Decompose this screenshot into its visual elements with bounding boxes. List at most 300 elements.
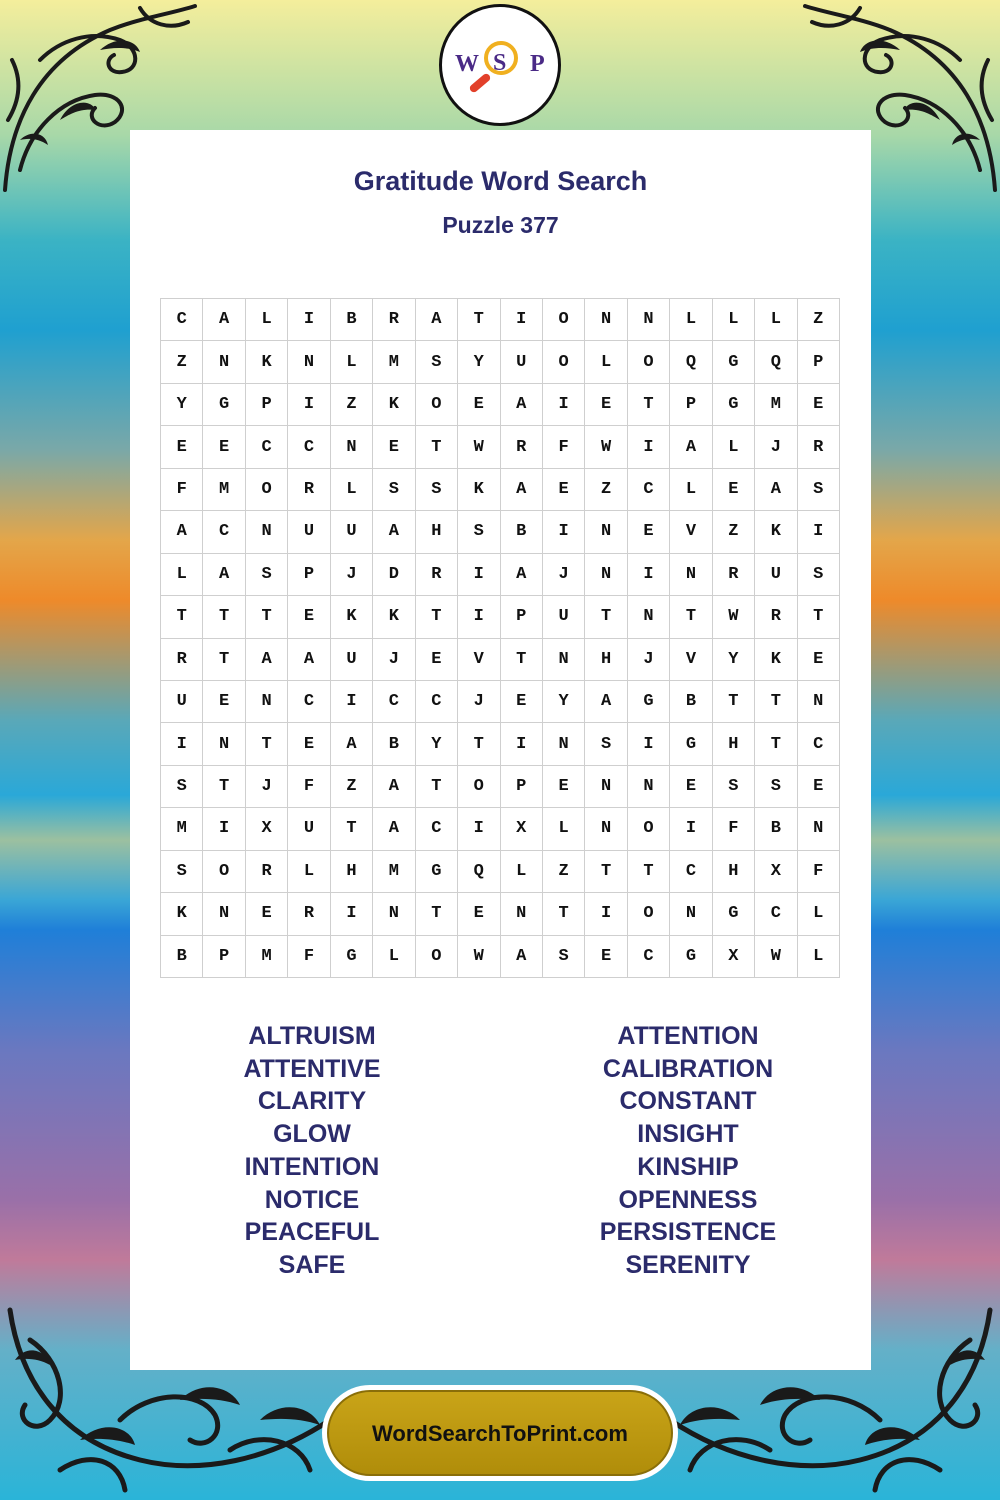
- word-list-right: [538, 1020, 838, 1282]
- grid-cell[interactable]: Z: [330, 383, 372, 425]
- grid-cell[interactable]: N: [203, 723, 245, 765]
- grid-cell[interactable]: S: [415, 468, 457, 510]
- grid-cell[interactable]: N: [500, 893, 542, 935]
- grid-cell[interactable]: V: [458, 638, 500, 680]
- grid-cell[interactable]: T: [585, 596, 627, 638]
- grid-cell[interactable]: F: [288, 935, 330, 977]
- grid-cell[interactable]: R: [245, 850, 287, 892]
- grid-cell[interactable]: C: [797, 723, 839, 765]
- grid-cell[interactable]: F: [161, 468, 203, 510]
- grid-cell[interactable]: N: [585, 511, 627, 553]
- grid-cell[interactable]: T: [627, 850, 669, 892]
- grid-cell[interactable]: C: [203, 511, 245, 553]
- grid-cell[interactable]: S: [585, 723, 627, 765]
- grid-cell[interactable]: E: [458, 893, 500, 935]
- grid-cell[interactable]: T: [585, 850, 627, 892]
- grid-cell[interactable]: W: [712, 596, 754, 638]
- grid-row: [161, 638, 840, 680]
- grid-cell[interactable]: J: [330, 553, 372, 595]
- grid-cell[interactable]: C: [627, 935, 669, 977]
- grid-cell[interactable]: N: [288, 341, 330, 383]
- grid-cell[interactable]: Z: [330, 765, 372, 807]
- grid-row: [161, 341, 840, 383]
- grid-cell[interactable]: L: [797, 893, 839, 935]
- grid-cell[interactable]: G: [712, 341, 754, 383]
- grid-cell[interactable]: L: [373, 935, 415, 977]
- grid-cell[interactable]: T: [458, 723, 500, 765]
- grid-cell[interactable]: H: [585, 638, 627, 680]
- grid-cell[interactable]: L: [330, 468, 372, 510]
- grid-cell[interactable]: I: [330, 893, 372, 935]
- grid-cell[interactable]: O: [458, 765, 500, 807]
- grid-cell[interactable]: T: [161, 596, 203, 638]
- grid-cell[interactable]: U: [542, 596, 584, 638]
- grid-cell[interactable]: B: [670, 680, 712, 722]
- grid-cell[interactable]: T: [755, 723, 797, 765]
- grid-cell[interactable]: O: [542, 299, 584, 341]
- grid-cell[interactable]: B: [373, 723, 415, 765]
- grid-cell[interactable]: E: [585, 935, 627, 977]
- footer-badge: [322, 1385, 678, 1481]
- grid-cell[interactable]: T: [797, 596, 839, 638]
- grid-cell[interactable]: K: [161, 893, 203, 935]
- grid-cell[interactable]: J: [458, 680, 500, 722]
- grid-cell[interactable]: N: [627, 299, 669, 341]
- grid-cell[interactable]: S: [542, 935, 584, 977]
- grid-cell[interactable]: S: [755, 765, 797, 807]
- grid-cell[interactable]: O: [415, 935, 457, 977]
- grid-cell[interactable]: I: [161, 723, 203, 765]
- grid-cell[interactable]: N: [585, 765, 627, 807]
- grid-cell[interactable]: T: [415, 426, 457, 468]
- grid-cell[interactable]: H: [415, 511, 457, 553]
- grid-cell[interactable]: Z: [712, 511, 754, 553]
- grid-cell[interactable]: J: [542, 553, 584, 595]
- grid-cell[interactable]: L: [330, 341, 372, 383]
- word-list-item: KINSHIP: [637, 1152, 739, 1181]
- grid-cell[interactable]: P: [288, 553, 330, 595]
- grid-cell[interactable]: P: [203, 935, 245, 977]
- grid-cell[interactable]: A: [500, 553, 542, 595]
- grid-cell[interactable]: R: [415, 553, 457, 595]
- grid-cell[interactable]: G: [712, 383, 754, 425]
- grid-cell[interactable]: S: [161, 765, 203, 807]
- grid-cell[interactable]: L: [797, 935, 839, 977]
- grid-cell[interactable]: E: [797, 765, 839, 807]
- grid-cell[interactable]: N: [203, 893, 245, 935]
- grid-cell[interactable]: S: [712, 765, 754, 807]
- grid-cell[interactable]: L: [161, 553, 203, 595]
- grid-cell[interactable]: N: [797, 808, 839, 850]
- grid-cell[interactable]: A: [415, 299, 457, 341]
- grid-cell[interactable]: N: [585, 808, 627, 850]
- logo-letter-s: S: [493, 50, 507, 76]
- grid-cell[interactable]: V: [670, 638, 712, 680]
- grid-cell[interactable]: V: [670, 511, 712, 553]
- grid-cell[interactable]: G: [203, 383, 245, 425]
- grid-cell[interactable]: P: [797, 341, 839, 383]
- grid-cell[interactable]: Q: [670, 341, 712, 383]
- grid-row: [161, 299, 840, 341]
- grid-cell[interactable]: A: [373, 765, 415, 807]
- grid-cell[interactable]: I: [500, 299, 542, 341]
- word-list-item: PEACEFUL: [244, 1218, 380, 1247]
- grid-cell[interactable]: L: [670, 468, 712, 510]
- grid-cell[interactable]: E: [161, 426, 203, 468]
- grid-cell[interactable]: N: [627, 596, 669, 638]
- grid-cell[interactable]: F: [288, 765, 330, 807]
- grid-cell[interactable]: M: [245, 935, 287, 977]
- grid-cell[interactable]: Y: [542, 680, 584, 722]
- grid-cell[interactable]: N: [203, 341, 245, 383]
- grid-cell[interactable]: I: [330, 680, 372, 722]
- grid-cell[interactable]: U: [755, 553, 797, 595]
- grid-row: [161, 935, 840, 977]
- grid-cell[interactable]: E: [712, 468, 754, 510]
- grid-cell[interactable]: A: [373, 511, 415, 553]
- grid-cell[interactable]: S: [415, 341, 457, 383]
- grid-cell[interactable]: G: [627, 680, 669, 722]
- grid-cell[interactable]: I: [203, 808, 245, 850]
- grid-cell[interactable]: R: [755, 596, 797, 638]
- grid-cell[interactable]: U: [330, 638, 372, 680]
- grid-cell[interactable]: S: [245, 553, 287, 595]
- grid-cell[interactable]: T: [712, 680, 754, 722]
- grid-cell[interactable]: L: [670, 299, 712, 341]
- grid-cell[interactable]: A: [203, 299, 245, 341]
- grid-cell[interactable]: X: [245, 808, 287, 850]
- grid-cell[interactable]: W: [458, 935, 500, 977]
- grid-cell[interactable]: B: [500, 511, 542, 553]
- word-list-item: OPENNESS: [618, 1185, 758, 1214]
- logo-letter-p: P: [530, 51, 545, 77]
- grid-cell[interactable]: W: [585, 426, 627, 468]
- grid-cell[interactable]: K: [245, 341, 287, 383]
- grid-cell[interactable]: A: [500, 468, 542, 510]
- grid-cell[interactable]: P: [500, 765, 542, 807]
- grid-cell[interactable]: I: [627, 426, 669, 468]
- grid-cell[interactable]: R: [288, 893, 330, 935]
- grid-cell[interactable]: C: [670, 850, 712, 892]
- grid-cell[interactable]: E: [627, 511, 669, 553]
- grid-cell[interactable]: T: [203, 765, 245, 807]
- grid-cell[interactable]: T: [330, 808, 372, 850]
- grid-row: [161, 723, 840, 765]
- grid-cell[interactable]: D: [373, 553, 415, 595]
- grid-cell[interactable]: S: [161, 850, 203, 892]
- grid-cell[interactable]: T: [203, 596, 245, 638]
- grid-cell[interactable]: E: [245, 893, 287, 935]
- grid-cell[interactable]: M: [755, 383, 797, 425]
- grid-cell[interactable]: M: [161, 808, 203, 850]
- grid-cell[interactable]: X: [712, 935, 754, 977]
- grid-cell[interactable]: Z: [797, 299, 839, 341]
- grid-cell[interactable]: I: [458, 553, 500, 595]
- grid-cell[interactable]: L: [288, 850, 330, 892]
- grid-cell[interactable]: J: [755, 426, 797, 468]
- grid-cell[interactable]: X: [500, 808, 542, 850]
- grid-cell[interactable]: A: [203, 553, 245, 595]
- grid-cell[interactable]: O: [203, 850, 245, 892]
- grid-cell[interactable]: N: [670, 893, 712, 935]
- grid-cell[interactable]: Z: [161, 341, 203, 383]
- word-list-item: ATTENTION: [617, 1022, 759, 1050]
- grid-cell[interactable]: R: [373, 299, 415, 341]
- grid-cell[interactable]: T: [755, 680, 797, 722]
- grid-cell[interactable]: I: [670, 808, 712, 850]
- grid-row: [161, 426, 840, 468]
- grid-cell[interactable]: L: [585, 341, 627, 383]
- grid-cell[interactable]: E: [415, 638, 457, 680]
- grid-cell[interactable]: E: [373, 426, 415, 468]
- grid-cell[interactable]: E: [500, 680, 542, 722]
- grid-cell[interactable]: R: [161, 638, 203, 680]
- grid-cell[interactable]: E: [288, 596, 330, 638]
- grid-cell[interactable]: T: [627, 383, 669, 425]
- grid-cell[interactable]: E: [585, 383, 627, 425]
- grid-cell[interactable]: U: [330, 511, 372, 553]
- grid-cell[interactable]: R: [712, 553, 754, 595]
- grid-cell[interactable]: K: [755, 511, 797, 553]
- grid-cell[interactable]: A: [500, 383, 542, 425]
- grid-cell[interactable]: A: [161, 511, 203, 553]
- grid-cell[interactable]: N: [245, 680, 287, 722]
- grid-cell[interactable]: I: [288, 299, 330, 341]
- grid-cell[interactable]: L: [500, 850, 542, 892]
- word-list-item: ATTENTIVE: [243, 1054, 381, 1083]
- grid-cell[interactable]: A: [500, 935, 542, 977]
- grid-cell[interactable]: O: [245, 468, 287, 510]
- grid-cell[interactable]: T: [415, 596, 457, 638]
- grid-cell[interactable]: E: [288, 723, 330, 765]
- grid-row: [161, 383, 840, 425]
- grid-cell[interactable]: U: [500, 341, 542, 383]
- grid-cell[interactable]: I: [542, 511, 584, 553]
- grid-cell[interactable]: E: [797, 383, 839, 425]
- grid-cell[interactable]: C: [373, 680, 415, 722]
- grid-cell[interactable]: M: [373, 850, 415, 892]
- grid-row: [161, 850, 840, 892]
- letter-grid: [160, 298, 840, 978]
- grid-cell[interactable]: N: [245, 511, 287, 553]
- grid-cell[interactable]: I: [288, 383, 330, 425]
- grid-cell[interactable]: I: [585, 893, 627, 935]
- grid-cell[interactable]: I: [500, 723, 542, 765]
- grid-cell[interactable]: O: [627, 893, 669, 935]
- website-link[interactable]: WordSearchToPrint.com: [372, 1421, 628, 1446]
- grid-cell[interactable]: Y: [161, 383, 203, 425]
- grid-cell[interactable]: R: [288, 468, 330, 510]
- grid-cell[interactable]: K: [373, 596, 415, 638]
- grid-cell[interactable]: E: [203, 680, 245, 722]
- grid-cell[interactable]: J: [245, 765, 287, 807]
- grid-cell[interactable]: S: [797, 553, 839, 595]
- puzzle-number: Puzzle 377: [442, 212, 559, 238]
- grid-cell[interactable]: E: [458, 383, 500, 425]
- grid-cell[interactable]: I: [458, 596, 500, 638]
- grid-cell[interactable]: E: [670, 765, 712, 807]
- footer-pill[interactable]: [327, 1390, 673, 1476]
- grid-cell[interactable]: Y: [712, 638, 754, 680]
- grid-cell[interactable]: T: [203, 638, 245, 680]
- grid-cell[interactable]: N: [585, 299, 627, 341]
- grid-cell[interactable]: F: [542, 426, 584, 468]
- grid-cell[interactable]: Z: [585, 468, 627, 510]
- grid-cell[interactable]: B: [755, 808, 797, 850]
- grid-cell[interactable]: E: [203, 426, 245, 468]
- grid-cell[interactable]: L: [755, 299, 797, 341]
- grid-cell[interactable]: Q: [755, 341, 797, 383]
- word-list-item: INTENTION: [244, 1152, 380, 1181]
- grid-cell[interactable]: U: [161, 680, 203, 722]
- grid-cell[interactable]: C: [627, 468, 669, 510]
- grid-cell[interactable]: C: [415, 808, 457, 850]
- grid-cell[interactable]: Y: [458, 341, 500, 383]
- grid-cell[interactable]: R: [797, 426, 839, 468]
- grid-cell[interactable]: B: [161, 935, 203, 977]
- grid-cell[interactable]: J: [627, 638, 669, 680]
- grid-cell[interactable]: R: [500, 426, 542, 468]
- grid-row: [161, 596, 840, 638]
- grid-cell[interactable]: N: [330, 426, 372, 468]
- word-list-item: SAFE: [278, 1250, 346, 1279]
- grid-cell[interactable]: A: [245, 638, 287, 680]
- grid-row: [161, 893, 840, 935]
- page-title: Gratitude Word Search: [353, 166, 648, 196]
- word-list-item: SERENITY: [625, 1250, 751, 1279]
- grid-cell[interactable]: A: [755, 468, 797, 510]
- grid-cell[interactable]: L: [245, 299, 287, 341]
- grid-cell[interactable]: H: [330, 850, 372, 892]
- grid-cell[interactable]: T: [542, 893, 584, 935]
- word-list-left: [162, 1020, 462, 1282]
- grid-cell[interactable]: F: [712, 808, 754, 850]
- grid-cell[interactable]: A: [585, 680, 627, 722]
- grid-cell[interactable]: A: [670, 426, 712, 468]
- grid-cell[interactable]: N: [542, 638, 584, 680]
- grid-cell[interactable]: I: [627, 723, 669, 765]
- grid-row: [161, 553, 840, 595]
- word-list-item: CALIBRATION: [602, 1054, 774, 1083]
- logo-letter-w: W: [455, 51, 479, 77]
- grid-cell[interactable]: Y: [415, 723, 457, 765]
- grid-cell[interactable]: T: [458, 299, 500, 341]
- grid-cell[interactable]: M: [373, 341, 415, 383]
- grid-cell[interactable]: O: [627, 808, 669, 850]
- grid-cell[interactable]: S: [458, 511, 500, 553]
- grid-cell[interactable]: E: [542, 765, 584, 807]
- grid-cell[interactable]: S: [797, 468, 839, 510]
- grid-row: [161, 765, 840, 807]
- grid-cell[interactable]: T: [415, 765, 457, 807]
- grid-cell[interactable]: I: [797, 511, 839, 553]
- grid-cell[interactable]: G: [330, 935, 372, 977]
- bottom-left-ornament-icon: [0, 1300, 340, 1500]
- grid-cell[interactable]: J: [373, 638, 415, 680]
- grid-cell[interactable]: T: [500, 638, 542, 680]
- grid-cell[interactable]: P: [245, 383, 287, 425]
- grid-cell[interactable]: X: [755, 850, 797, 892]
- grid-cell[interactable]: K: [458, 468, 500, 510]
- grid-cell[interactable]: M: [203, 468, 245, 510]
- grid-cell[interactable]: T: [415, 893, 457, 935]
- grid-cell[interactable]: O: [415, 383, 457, 425]
- grid-cell[interactable]: N: [627, 765, 669, 807]
- grid-cell[interactable]: L: [712, 299, 754, 341]
- grid-cell[interactable]: H: [712, 723, 754, 765]
- grid-cell[interactable]: O: [542, 341, 584, 383]
- grid-cell[interactable]: U: [288, 808, 330, 850]
- grid-cell[interactable]: P: [500, 596, 542, 638]
- grid-cell[interactable]: T: [670, 596, 712, 638]
- grid-cell[interactable]: Z: [542, 850, 584, 892]
- word-list-item: GLOW: [273, 1120, 351, 1149]
- grid-cell[interactable]: K: [755, 638, 797, 680]
- grid-cell[interactable]: I: [627, 553, 669, 595]
- grid-cell[interactable]: F: [797, 850, 839, 892]
- grid-cell[interactable]: T: [245, 596, 287, 638]
- grid-cell[interactable]: P: [670, 383, 712, 425]
- wsp-logo: [439, 4, 561, 126]
- grid-cell[interactable]: B: [330, 299, 372, 341]
- grid-cell[interactable]: C: [755, 893, 797, 935]
- grid-cell[interactable]: L: [542, 808, 584, 850]
- grid-cell[interactable]: E: [797, 638, 839, 680]
- grid-cell[interactable]: C: [415, 680, 457, 722]
- grid-cell[interactable]: T: [245, 723, 287, 765]
- grid-cell[interactable]: I: [542, 383, 584, 425]
- grid-cell[interactable]: G: [670, 723, 712, 765]
- grid-cell[interactable]: I: [458, 808, 500, 850]
- grid-cell[interactable]: E: [542, 468, 584, 510]
- grid-cell[interactable]: C: [245, 426, 287, 468]
- grid-row: [161, 680, 840, 722]
- word-list-item: NOTICE: [264, 1185, 360, 1214]
- grid-cell[interactable]: U: [288, 511, 330, 553]
- grid-cell[interactable]: L: [712, 426, 754, 468]
- grid-cell[interactable]: W: [755, 935, 797, 977]
- bottom-right-ornament-icon: [660, 1300, 1000, 1500]
- grid-cell[interactable]: N: [670, 553, 712, 595]
- grid-cell[interactable]: K: [330, 596, 372, 638]
- grid-cell[interactable]: N: [797, 680, 839, 722]
- word-list-item: INSIGHT: [637, 1120, 739, 1149]
- grid-cell[interactable]: N: [373, 893, 415, 935]
- grid-cell[interactable]: N: [542, 723, 584, 765]
- grid-cell[interactable]: N: [585, 553, 627, 595]
- grid-cell[interactable]: G: [712, 893, 754, 935]
- grid-cell[interactable]: Q: [458, 850, 500, 892]
- grid-cell[interactable]: H: [712, 850, 754, 892]
- grid-cell[interactable]: K: [373, 383, 415, 425]
- grid-cell[interactable]: G: [670, 935, 712, 977]
- grid-cell[interactable]: C: [288, 426, 330, 468]
- word-list-item: ALTRUISM: [248, 1022, 376, 1050]
- puzzle-sheet: [130, 130, 871, 1370]
- grid-cell[interactable]: W: [458, 426, 500, 468]
- grid-cell[interactable]: A: [373, 808, 415, 850]
- word-list-item: PERSISTENCE: [599, 1218, 777, 1247]
- grid-cell[interactable]: C: [161, 299, 203, 341]
- grid-cell[interactable]: S: [373, 468, 415, 510]
- grid-cell[interactable]: A: [288, 638, 330, 680]
- grid-cell[interactable]: A: [330, 723, 372, 765]
- grid-row: [161, 511, 840, 553]
- grid-row: [161, 468, 840, 510]
- grid-cell[interactable]: C: [288, 680, 330, 722]
- grid-cell[interactable]: G: [415, 850, 457, 892]
- grid-cell[interactable]: O: [627, 341, 669, 383]
